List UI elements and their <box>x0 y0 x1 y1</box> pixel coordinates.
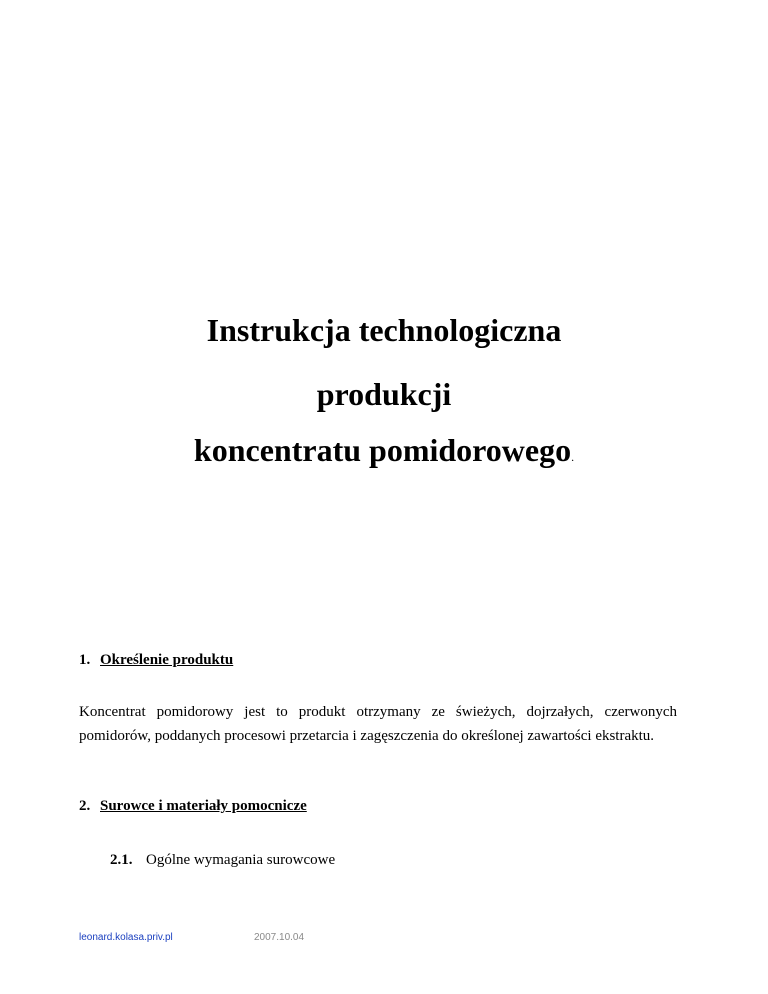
section-title: Określenie produktu <box>100 652 234 668</box>
section-number: 2. <box>79 798 91 814</box>
subsection-number: 2.1. <box>110 852 133 868</box>
title-line-3: koncentratu pomidorowego. <box>193 432 575 468</box>
section-title: Surowce i materiały pomocnicze <box>100 798 307 814</box>
title-line-2: produkcji <box>316 376 452 412</box>
footer-site-link[interactable]: leonard.kolasa.priv.pl <box>79 932 173 943</box>
title-trailing-dot: . <box>571 450 575 464</box>
section-heading-2 <box>79 798 307 815</box>
title-line-1: Instrukcja technologiczna <box>206 312 562 348</box>
footer-date: 2007.10.04 <box>254 932 305 943</box>
section-heading-1 <box>79 652 233 669</box>
section-number: 1. <box>79 652 91 668</box>
subsection-title: Ogólne wymagania surowcowe <box>146 852 336 868</box>
section-paragraph-1: Koncentrat pomidorowy jest to produkt otrzymany ze świeżych, dojrzałych, czerwonych pomidorów, poddanych procesowi przetarcia i zagęszczenia do określonej zawartości ekstraktu. <box>79 704 677 744</box>
subsection-heading-2-1 <box>110 852 335 869</box>
